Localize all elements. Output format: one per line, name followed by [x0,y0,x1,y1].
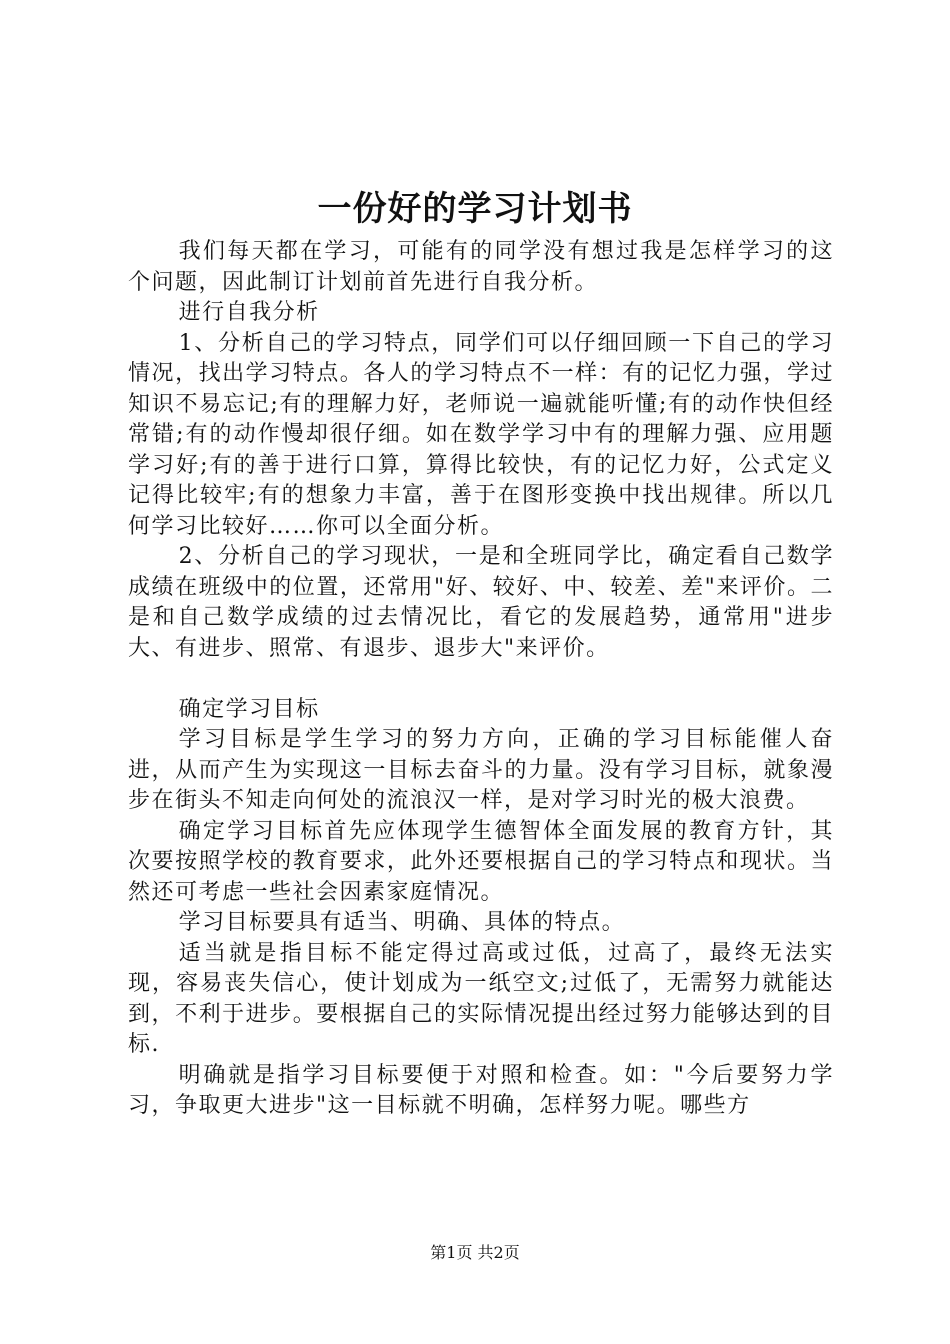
paragraph-goal-basis: 确定学习目标首先应体现学生德智体全面发展的教育方针，其次要按照学校的教育要求，此外还要根据自己的学习特点和现状。当然还可考虑一些社会因素家庭情况。 [128,818,834,905]
paragraph-appropriate: 适当就是指目标不能定得过高或过低，过高了，最终无法实现，容易丧失信心，使计划成为一纸空文;过低了，无需努力就能达到，不利于进步。要根据自己的实际情况提出经过努力能够达到的目标. [128,940,834,1057]
section-heading-goals: 确定学习目标 [178,696,320,722]
paragraph-goal-traits: 学习目标要具有适当、明确、具体的特点。 [178,910,626,935]
paragraph-goal-meaning: 学习目标是学生学习的努力方向，正确的学习目标能催人奋进，从而产生为实现这一目标去奋斗的力量。没有学习目标，就象漫步在街头不知走向何处的流浪汉一样，是对学习时光的极大浪费。 [128,727,834,813]
paragraph-intro: 我们每天都在学习，可能有的同学没有想过我是怎样学习的这个问题，因此制订计划前首先进行自我分析。 [128,239,834,295]
paragraph-learning-traits: 1、分析自己的学习特点，同学们可以仔细回顾一下自己的学习情况，找出学习特点。各人的学习特点不一样：有的记忆力强，学过知识不易忘记;有的理解力好，老师说一遍就能听懂;有的动作快但经常错;有的动作慢却很仔细。如在数学学习中有的理解力强、应用题学习好;有的善于进行口算，算得比较快，有的记忆力好，公式定义记得比较牢;有的想象力丰富，善于在图形变换中找出规律。所以几何学习比较好……你可以全面分析。 [128,330,834,539]
document-body [128,237,834,1122]
page-number: 第1页 共2页 [430,1243,520,1262]
paragraph-clear: 明确就是指学习目标要便于对照和检查。如："今后要努力学习，争取更大进步"这一目标就不明确，怎样努力呢。哪些方 [128,1062,834,1118]
section-heading-self-analysis: 进行自我分析 [178,300,320,325]
blank-line [128,664,834,695]
paragraph-learning-status: 2、分析自己的学习现状，一是和全班同学比，确定看自己数学成绩在班级中的位置，还常用"好、较好、中、较差、差"来评价。二是和自己数学成绩的过去情况比，看它的发展趋势，通常用"进步大、有进步、照常、有退步、退步大"来评价。 [128,544,834,661]
document-title: 一份好的学习计划书 [317,189,633,229]
